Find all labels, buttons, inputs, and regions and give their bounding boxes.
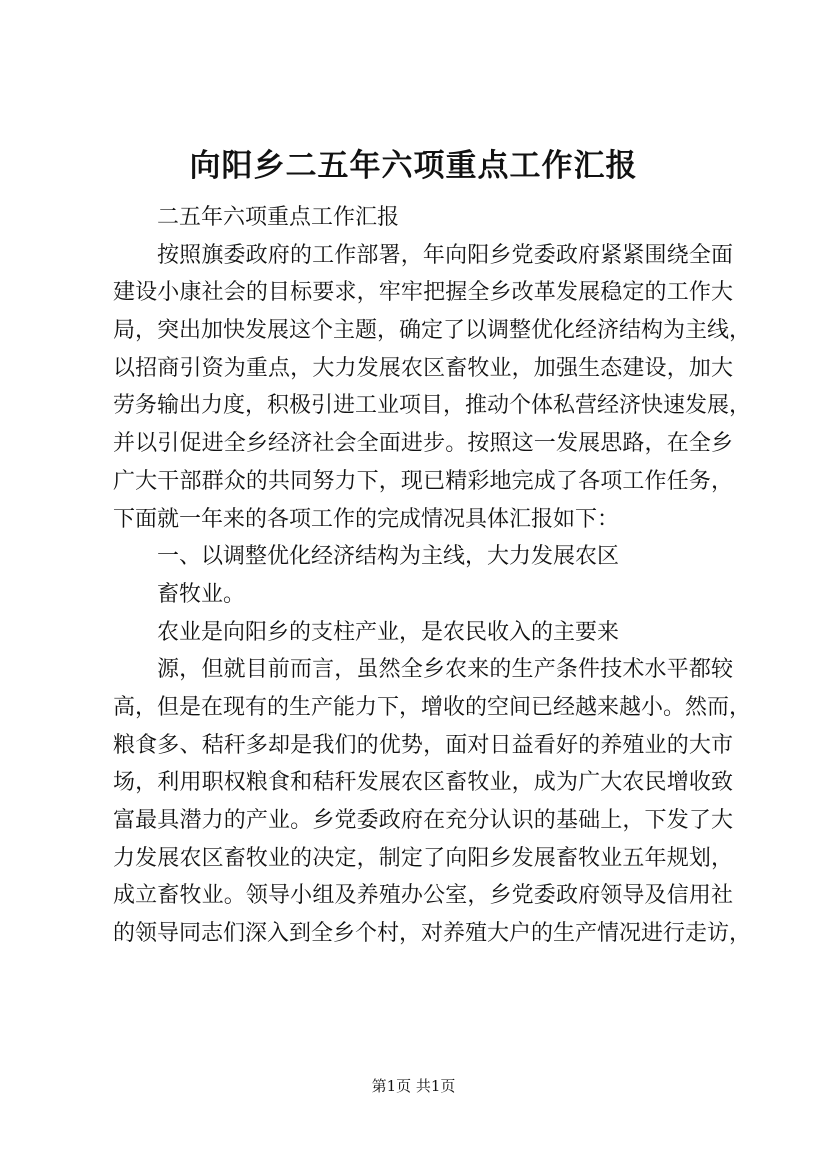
text-line: 建设小康社会的目标要求，牢牢把握全乡改革发展稳定的工作大 [113,280,733,306]
document-title: 向阳乡二五年六项重点工作汇报 [189,148,638,184]
text-line: 场，利用职权粮食和秸秆发展农区畜牧业，成为广大农民增收致 [113,770,733,796]
page-footer: 第1页 共1页 [371,1077,456,1095]
text-line: 局，突出加快发展这个主题，确定了以调整优化经济结构为主线， [113,318,752,344]
text-line: 高，但是在现有的生产能力下，增收的空间已经越来越小。然而， [113,694,752,720]
text-line: 成立畜牧业。领导小组及养殖办公室，乡党委政府领导及信用社 [113,883,733,909]
text-line: 按照旗委政府的工作部署，年向阳乡党委政府紧紧围绕全面 [157,242,733,268]
text-line: 源，但就目前而言，虽然全乡农来的生产条件技术水平都较 [157,657,733,683]
text-line: 富最具潜力的产业。乡党委政府在充分认识的基础上，下发了大 [113,808,733,833]
text-line: 粮食多、秸秆多却是我们的优势，面对日益看好的养殖业的大市 [113,732,733,758]
text-line: 劳务输出力度，积极引进工业项目，推动个体私营经济快速发展， [113,393,752,419]
text-line: 农业是向阳乡的支柱产业，是农民收入的主要来 [157,619,620,645]
text-line: 广大干部群众的共同努力下，现已精彩地完成了各项工作任务， [113,468,733,494]
text-line: 一、以调整优化经济结构为主线，大力发展农区 [157,544,620,570]
document-body [113,199,752,953]
text-line: 畜牧业。 [157,581,246,607]
text-line: 以招商引资为重点，大力发展农区畜牧业，加强生态建设，加大 [113,355,733,381]
text-line: 二五年六项重点工作汇报 [157,205,400,230]
text-line: 并以引促进全乡经济社会全面进步。按照这一发展思路，在全乡 [113,431,733,457]
text-line: 下面就一年来的各项工作的完成情况具体汇报如下： [113,506,620,532]
text-line: 的领导同志们深入到全乡个村，对养殖大户的生产情况进行走访， [113,921,752,947]
text-line: 力发展农区畜牧业的决定，制定了向阳乡发展畜牧业五年规划， [113,845,733,871]
